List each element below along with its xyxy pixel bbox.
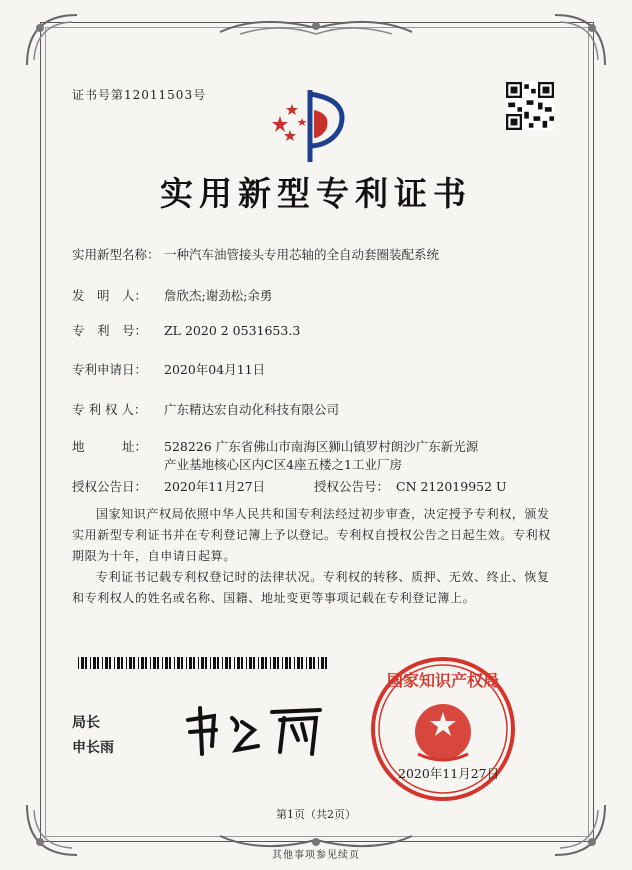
field-patentee (72, 400, 339, 418)
field-label: 地 址： (72, 439, 148, 454)
field-address (72, 437, 478, 455)
field-value: 产业基地核心区内C区4座五楼之1工业厂房 (164, 457, 402, 472)
field-label: 发 明 人： (72, 288, 148, 303)
corner-ornament-tl (22, 10, 82, 70)
field-value: 一种汽车油管接头专用芯轴的全自动套圈装配系统 (164, 247, 440, 262)
field-label: 专 利 权 人： (72, 402, 147, 417)
field-value: 2020年04月11日 (164, 362, 266, 377)
body-paragraph-2: 专利证书记载专利权登记时的法律状况。专利权的转移、质押、无效、终止、恢复和专利权人的姓名或名称、国籍、地址变更等事项记载在专利登记簿上。 (72, 570, 550, 605)
field-value: 528226 广东省佛山市南海区狮山镇罗村朗沙广东新光源 (164, 439, 479, 454)
field-label: 专 利 号： (72, 323, 148, 338)
cnipa-emblem-icon (262, 82, 362, 170)
barcode-icon (78, 657, 328, 669)
page-number: 第1页（共2页） (276, 808, 356, 821)
field-value: CN 212019952 U (396, 479, 507, 494)
field-label: 实用新型名称： (72, 247, 160, 262)
field-value: 詹欣杰;谢劲松;余勇 (164, 288, 273, 303)
svg-text:国家知识产权局: 国家知识产权局 (386, 671, 500, 690)
top-ornament (210, 12, 422, 42)
field-value: ZL 2020 2 0531653.3 (164, 323, 301, 338)
field-value: 2020年11月27日 (164, 479, 266, 494)
certificate-number: 证书号第12011503号 (72, 88, 207, 102)
field-inventors (72, 286, 272, 304)
field-label: 专利申请日： (72, 362, 148, 377)
certificate-title: 实用新型专利证书 (160, 174, 472, 213)
qr-code-icon (506, 82, 554, 130)
field-address-line2 (164, 455, 402, 473)
body-paragraph-1: 国家知识产权局依照中华人民共和国专利法经过初步审查，决定授予专利权，颁发实用新型专利证书并在专利登记簿上予以登记。专利权自授权公告之日起生效。专利权期限为十年，自申请日起算。 (72, 507, 551, 563)
director-title: 局长 (72, 715, 100, 731)
field-grant-date (72, 477, 507, 495)
director-signature (180, 700, 330, 760)
footer-note: 其他事项参见续页 (272, 850, 360, 861)
corner-ornament-tr (550, 10, 610, 70)
field-label: 授权公告号： (314, 479, 390, 494)
field-application-date (72, 360, 265, 378)
field-label: 授权公告日： (72, 479, 148, 494)
director-name: 申长雨 (72, 740, 114, 756)
field-value: 广东精达宏自动化科技有限公司 (164, 402, 340, 417)
field-utility-model-name (72, 245, 439, 263)
field-patent-number (72, 321, 300, 339)
seal-date: 2020年11月27日 (398, 766, 500, 781)
